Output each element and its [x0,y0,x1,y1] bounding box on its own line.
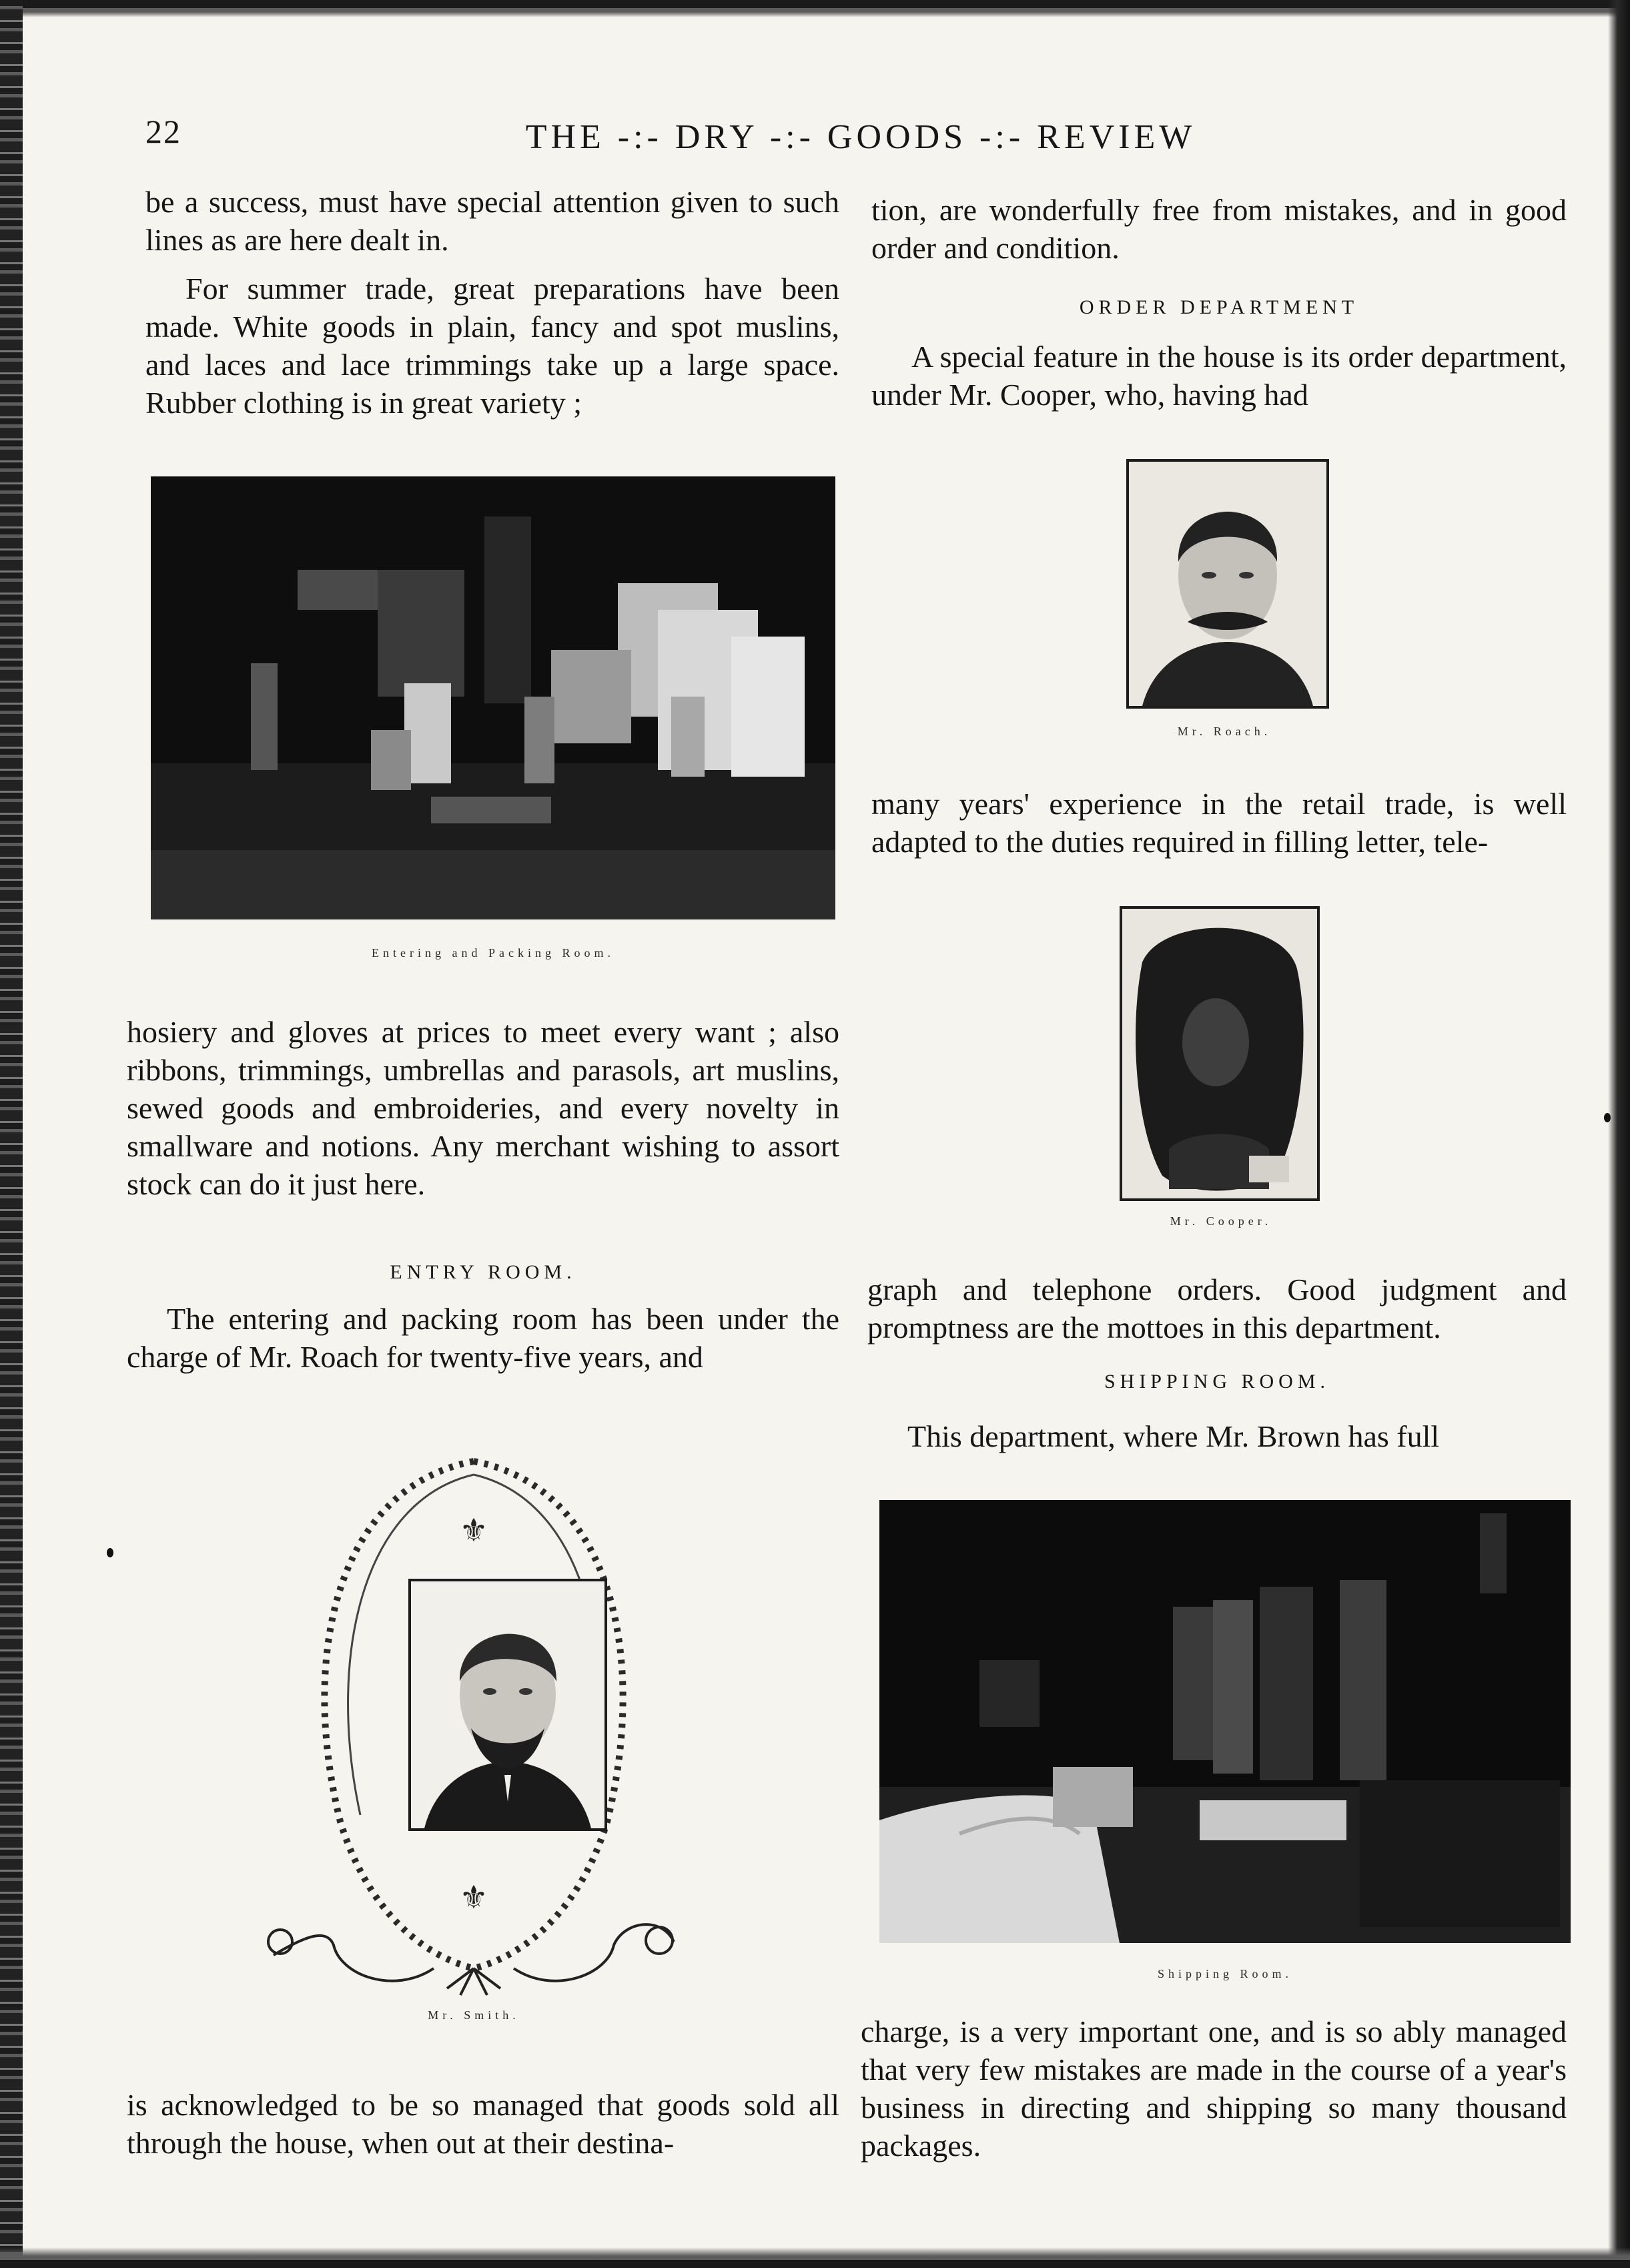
right-paragraph-5: This department, where Mr. Brown has full [907,1419,1440,1453]
mr-cooper-caption: Mr. Cooper. [1170,1214,1272,1228]
shipping-room-caption: Shipping Room. [1157,1967,1293,1980]
entering-packing-room-caption: Entering and Packing Room. [372,946,615,960]
scan-edge-right [1608,0,1630,2268]
left-paragraph-2: For summer trade, great preparations have been made. White goods in plain, fancy and spot muslins, and laces and lace trimmings take up a large space. Rubber clothing is in great variety ; [145,272,839,420]
left-paragraph-3: hosiery and gloves at prices to meet every want ; also ribbons, trimmings, umbrellas and parasols, art muslins, sewed goods and embroideries, and every novelty in smallware and notions. Any merchant wishing to assort stock can do it just here. [127,1015,839,1201]
page-header [127,112,1595,165]
running-title: THE -:- DRY -:- GOODS -:- REVIEW [525,118,1196,156]
entry-room-heading: ENTRY ROOM. [390,1261,576,1283]
right-paragraph-2: A special feature in the house is its order department, under Mr. Cooper, who, having had [871,340,1567,412]
left-paragraph-4: The entering and packing room has been under the charge of Mr. Roach for twenty-five years, and [127,1302,839,1374]
mr-cooper-portrait [1120,906,1320,1201]
order-department-heading: ORDER DEPARTMENT [1079,296,1359,318]
shipping-room-photo [879,1500,1571,1943]
right-paragraph-3: many years' experience in the retail trade, is well adapted to the duties required in filling letter, tele- [871,787,1567,859]
svg-text:⚜: ⚜ [459,1879,488,1916]
shipping-room-heading: SHIPPING ROOM. [1104,1371,1330,1393]
svg-text:⚜: ⚜ [459,1512,488,1549]
right-paragraph-1: tion, are wonderfully free from mistakes, and in good order and condition. [871,193,1567,265]
right-paragraph-6: charge, is a very important one, and is so ably managed that very few mistakes are made in the course of a year's business in directing and shipping so many thousand packages. [861,2014,1567,2163]
scan-edge-left [0,0,23,2268]
mr-roach-caption: Mr. Roach. [1177,725,1272,738]
left-paragraph-1: be a success, must have special attention given to such lines as are here dealt in. [145,185,839,257]
scan-speck [1604,1113,1611,1122]
scan-edge-top [0,0,1630,17]
left-paragraph-5: is acknowledged to be so managed that goods sold all through the house, when out at their destina- [127,2088,839,2160]
entering-packing-room-photo [151,476,835,919]
right-paragraph-4: graph and telephone orders. Good judgment and promptness are the mottoes in this department. [867,1272,1567,1345]
mr-smith-portrait [408,1579,607,1831]
mr-smith-caption: Mr. Smith. [428,2008,520,2022]
page-number: 22 [145,113,181,150]
scan-edge-bottom [0,2247,1630,2268]
mr-roach-portrait [1126,459,1329,709]
scan-speck [107,1548,113,1557]
